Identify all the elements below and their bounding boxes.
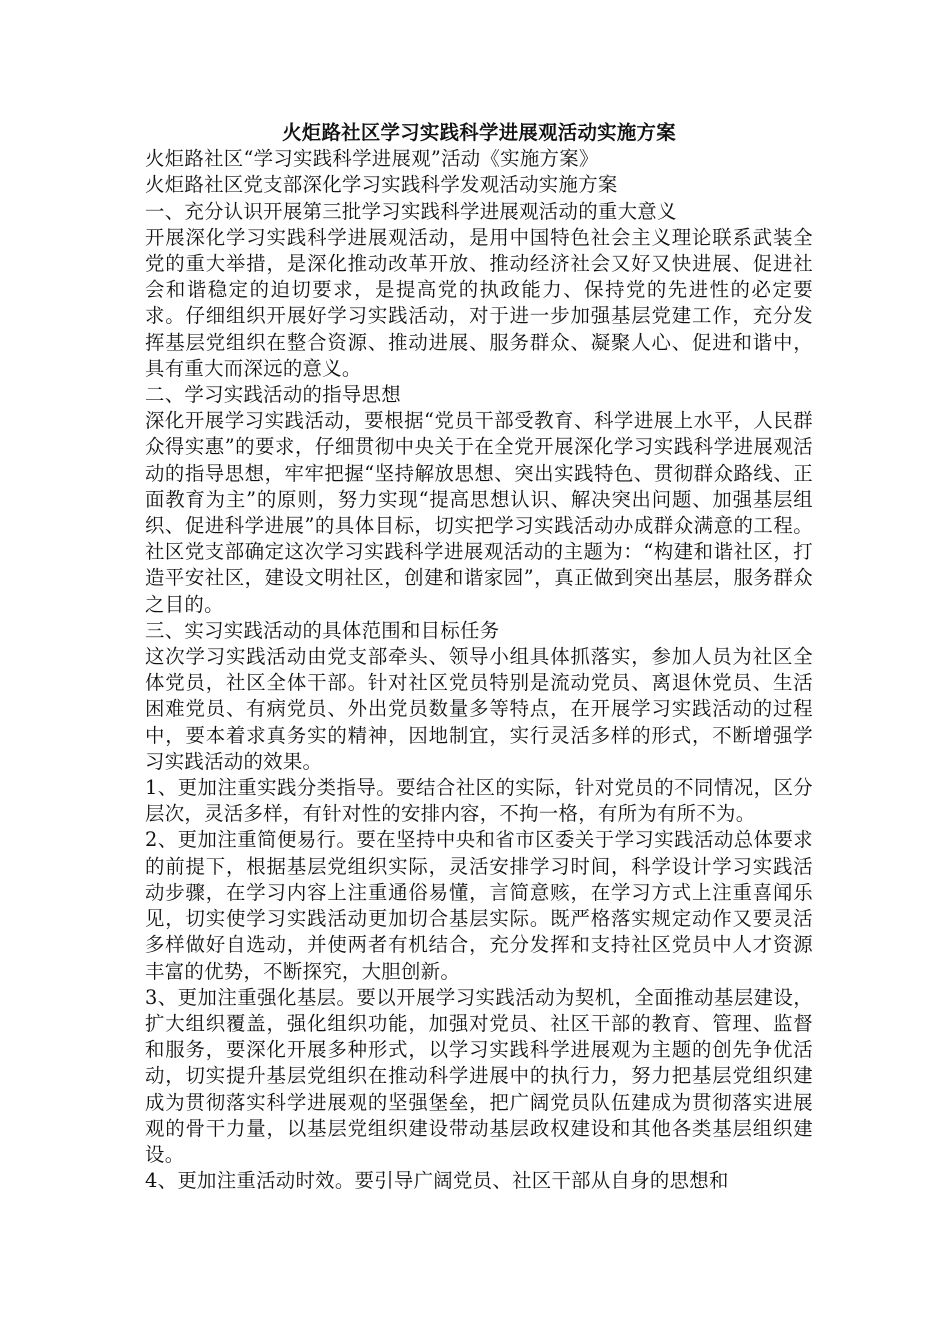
document-subtitle: 火炬路社区党支部深化学习实践科学发观活动实施方案 bbox=[145, 173, 618, 197]
section-heading: 二、学习实践活动的指导思想 bbox=[145, 383, 401, 407]
document-title: 火炬路社区学习实践科学进展观活动实施方案 bbox=[282, 121, 676, 144]
document-body bbox=[145, 120, 813, 1194]
list-item: 3、更加注重强化基层。要以开展学习实践活动为契机，全面推动基层建设，扩大组织覆盖，强化组织功能，加强对党员、社区干部的教育、管理、监督和服务，要深化开展多种形式，以学习实践科学进展观为主题的创先争优活动，切实提升基层党组织在推动科学进展中的执行力，努力把基层党组织建成为贯彻落实科学进展观的坚强堡垒，把广阔党员队伍建成为贯彻落实进展观的骨干力量，以基层党组织建设带动基层政权建设和其他各类基层组织建设。 bbox=[145, 985, 813, 1166]
section-heading: 一、充分认识开展第三批学习实践科学进展观活动的重大意义 bbox=[145, 199, 677, 223]
paragraph: 深化开展学习实践活动，要根据“党员干部受教育、科学进展上水平，人民群众得实惠”的要求，仔细贯彻中央关于在全党开展深化学习实践科学进展观活动的指导思想，牢牢把握“坚持解放思想、突出实践特色、贯彻群众路线、正面教育为主”的原则，努力实现“提高思想认识、解决突出问题、加强基层组织、促进科学进展”的具体目标，切实把学习实践活动办成群众满意的工程。社区党支部确定这次学习实践科学进展观活动的主题为：“构建和谐社区，打造平安社区，建设文明社区，创建和谐家园”，真正做到突出基层，服务群众之目的。 bbox=[145, 409, 813, 616]
document-subtitle: 火炬路社区“学习实践科学进展观”活动《实施方案》 bbox=[145, 147, 599, 171]
list-item: 1、更加注重实践分类指导。要结合社区的实际，针对党员的不同情况，区分层次，灵活多样，有针对性的安排内容，不拘一格，有所为有所不为。 bbox=[145, 776, 813, 826]
list-item: 2、更加注重简便易行。要在坚持中央和省市区委关于学习实践活动总体要求的前提下，根据基层党组织实际，灵活安排学习时间，科学设计学习实践活动步骤，在学习内容上注重通俗易懂，言简意赅，在学习方式上注重喜闻乐见，切实使学习实践活动更加切合基层实际。既严格落实规定动作又要灵活多样做好自选动，并使两者有机结合，充分发挥和支持社区党员中人才资源丰富的优势，不断探究，大胆创新。 bbox=[145, 828, 813, 983]
list-item: 4、更加注重活动时效。要引导广阔党员、社区干部从自身的思想和 bbox=[145, 1169, 729, 1193]
paragraph: 开展深化学习实践科学进展观活动，是用中国特色社会主义理论联系武装全党的重大举措，是深化推动改革开放、推动经济社会又好又快进展、促进社会和谐稳定的迫切要求，是提高党的执政能力、保持党的先进性的必定要求。仔细组织开展好学习实践活动，对于进一步加强基层党建工作，充分发挥基层党组织在整合资源、推动进展、服务群众、凝聚人心、促进和谐中，具有重大而深远的意义。 bbox=[145, 225, 813, 380]
section-heading: 三、实习实践活动的具体范围和目标任务 bbox=[145, 618, 500, 642]
paragraph: 这次学习实践活动由党支部牵头、领导小组具体抓落实，参加人员为社区全体党员，社区全体干部。针对社区党员特别是流动党员、离退休党员、生活困难党员、有病党员、外出党员数量多等特点，在开展学习实践活动的过程中，要本着求真务实的精神，因地制宜，实行灵活多样的形式，不断增强学习实践活动的效果。 bbox=[145, 645, 813, 773]
